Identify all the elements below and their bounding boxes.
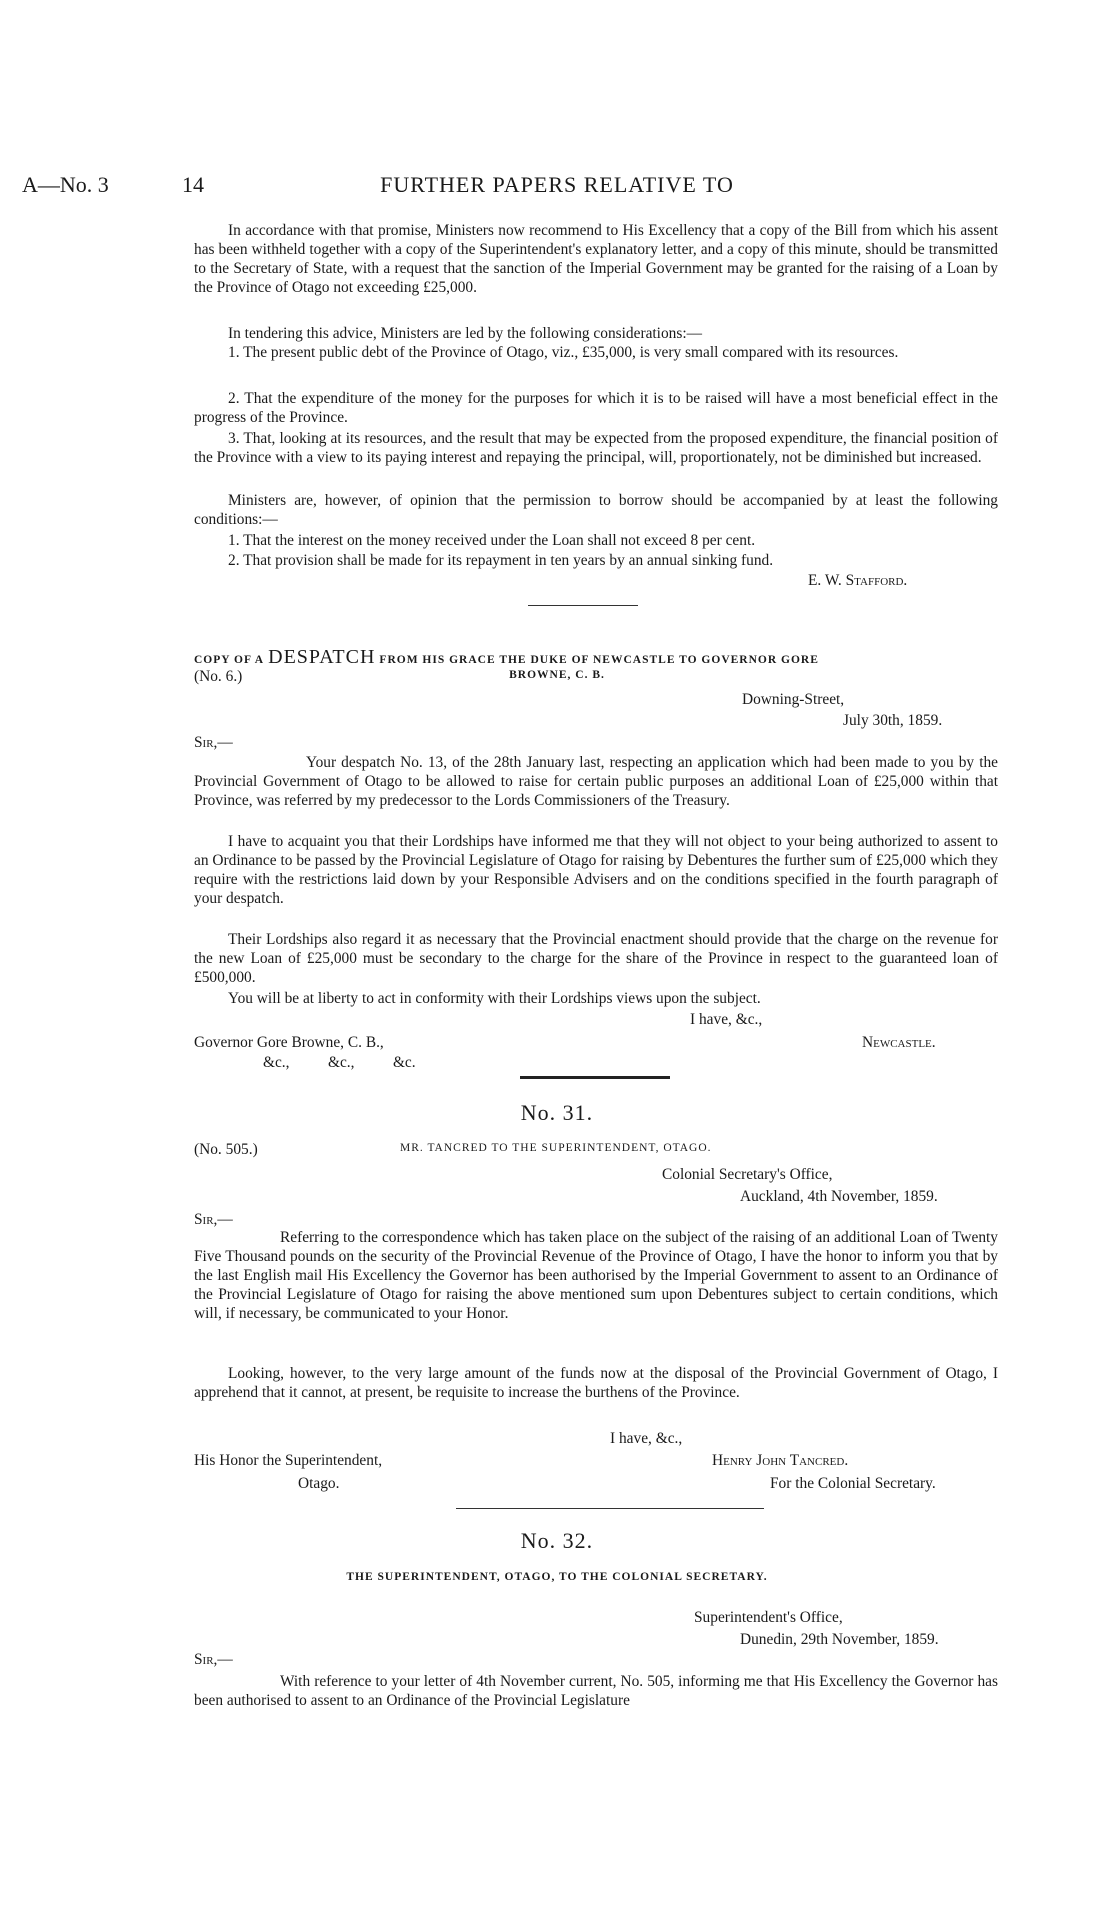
no32-heading: THE SUPERINTENDENT, OTAGO, TO THE COLONIAL SECRETARY. [346,1571,768,1583]
section-divider-thick [520,1076,670,1079]
despatch-paragraph-1: Your despatch No. 13, of the 28th January last, respecting an application which had been made to you by the Provincial Government of Otago to be allowed to raise for certain public purposes an additional Loan of £25,000 within that Province, was referred by my predecessor to the Lords Commissioners of the Treasury. [194,754,998,809]
no31-addressee-line2: Otago. [298,1475,340,1492]
minute-consideration-2: 2. That the expenditure of the money for the purposes for which it is to be raised will have a most beneficial effect in the progress of the Province. [194,390,998,426]
no31-paragraph-1: Referring to the correspondence which has taken place on the subject of the raising of an additional Loan of Twenty Five Thousand pounds on the security of the Provincial Revenue of the Province of Otago, I have the honor to inform you that by the last English mail His Excellency the Governor has been authorised by the Imperial Government to assent to an Ordinance of the Provincial Legislature of Otago for raising the above mentioned sum upon Debentures subject to certain conditions, which will, if necessary, be communicated to your Honor. [194,1229,998,1322]
no31-place: Colonial Secretary's Office, [662,1166,833,1183]
despatch-signature: Newcastle. [862,1034,936,1051]
minute-condition-1: 1. That the interest on the money received under the Loan shall not exceed 8 per cent. [228,532,756,549]
despatch-heading-line2: BROWNE, C. B. [509,669,605,681]
page-number: 14 [182,172,204,197]
minute-paragraph-2: In tendering this advice, Ministers are led by the following considerations:— [228,325,703,342]
no32-salutation: Sir,— [194,1651,233,1668]
despatch-paragraph-3: Their Lordships also regard it as necessary that the Provincial enactment should provide that the charge on the revenue for the new Loan of £25,000 must be secondary to the charge for the share of the Province in respect to the guaranteed loan of £500,000. [194,931,998,986]
document-number-31: No. 31. [520,1100,594,1125]
despatch-number: (No. 6.) [194,668,243,685]
no31-heading: MR. TANCRED TO THE SUPERINTENDENT, OTAGO. [400,1142,712,1154]
minute-paragraph-3: Ministers are, however, of opinion that the permission to borrow should be accompanied by at least the following conditions:— [194,492,998,528]
no31-signature-role: For the Colonial Secretary. [770,1475,936,1492]
minute-consideration-3: 3. That, looking at its resources, and the result that may be expected from the proposed expenditure, the financial position of the Province with a view to its paying interest and repaying the principal, will, proportionately, not be diminished but increased. [194,430,998,466]
page-reference: A—No. 3 [22,172,109,197]
no32-date: Dunedin, 29th November, 1859. [740,1631,939,1648]
despatch-salutation: Sir,— [194,734,233,751]
despatch-closing: I have, &c., [690,1011,763,1028]
despatch-heading: COPY OF A DESPATCH FROM HIS GRACE THE DUKE OF NEWCASTLE TO GOVERNOR GORE [194,646,819,668]
despatch-date: July 30th, 1859. [843,712,943,729]
despatch-paragraph-4: You will be at liberty to act in conformity with their Lordships views upon the subject. [228,990,761,1007]
no31-paragraph-2: Looking, however, to the very large amount of the funds now at the disposal of the Provincial Government of Otago, I apprehend that it cannot, at present, be requisite to increase the burthens of the Province. [194,1365,998,1401]
no31-date: Auckland, 4th November, 1859. [740,1188,938,1205]
minute-signature: E. W. Stafford. [808,572,908,589]
no31-reference: (No. 505.) [194,1141,258,1158]
section-divider [528,605,638,606]
despatch-addressee: Governor Gore Browne, C. B., [194,1034,384,1051]
no31-addressee: His Honor the Superintendent, [194,1452,383,1469]
no31-closing: I have, &c., [610,1430,683,1447]
minute-consideration-1: 1. The present public debt of the Province of Otago, viz., £35,000, is very small compared with its resources. [228,344,899,361]
no31-salutation: Sir,— [194,1211,233,1228]
despatch-addressee-etc: &c., &c., &c. [263,1054,416,1071]
minute-paragraph-1: In accordance with that promise, Ministers now recommend to His Excellency that a copy of the Bill from which his assent has been withheld together with a copy of the Superintendent's explanatory letter, and a copy of this minute, should be transmitted to the Secretary of State, with a request that the sanction of the Imperial Government may be granted for the raising of a Loan by the Province of Otago not exceeding £25,000. [194,222,998,296]
minute-condition-2: 2. That provision shall be made for its repayment in ten years by an annual sinking fund. [228,552,774,569]
section-divider [456,1508,764,1509]
no31-signature: Henry John Tancred. [712,1452,849,1469]
no32-paragraph-1: With reference to your letter of 4th November current, No. 505, informing me that His Excellency the Governor has been authorised to assent to an Ordinance of the Provincial Legislature [194,1673,998,1709]
page-title: FURTHER PAPERS RELATIVE TO [380,172,734,197]
despatch-place: Downing-Street, [742,691,845,708]
no32-place: Superintendent's Office, [694,1609,843,1626]
document-number-32: No. 32. [520,1528,594,1553]
despatch-paragraph-2: I have to acquaint you that their Lordships have informed me that they will not object to your being authorized to assent to an Ordinance to be passed by the Provincial Legislature of Otago for raising by Debentures the further sum of £25,000 which they require with the restrictions laid down by your Responsible Advisers and on the conditions specified in the fourth paragraph of your despatch. [194,833,998,907]
